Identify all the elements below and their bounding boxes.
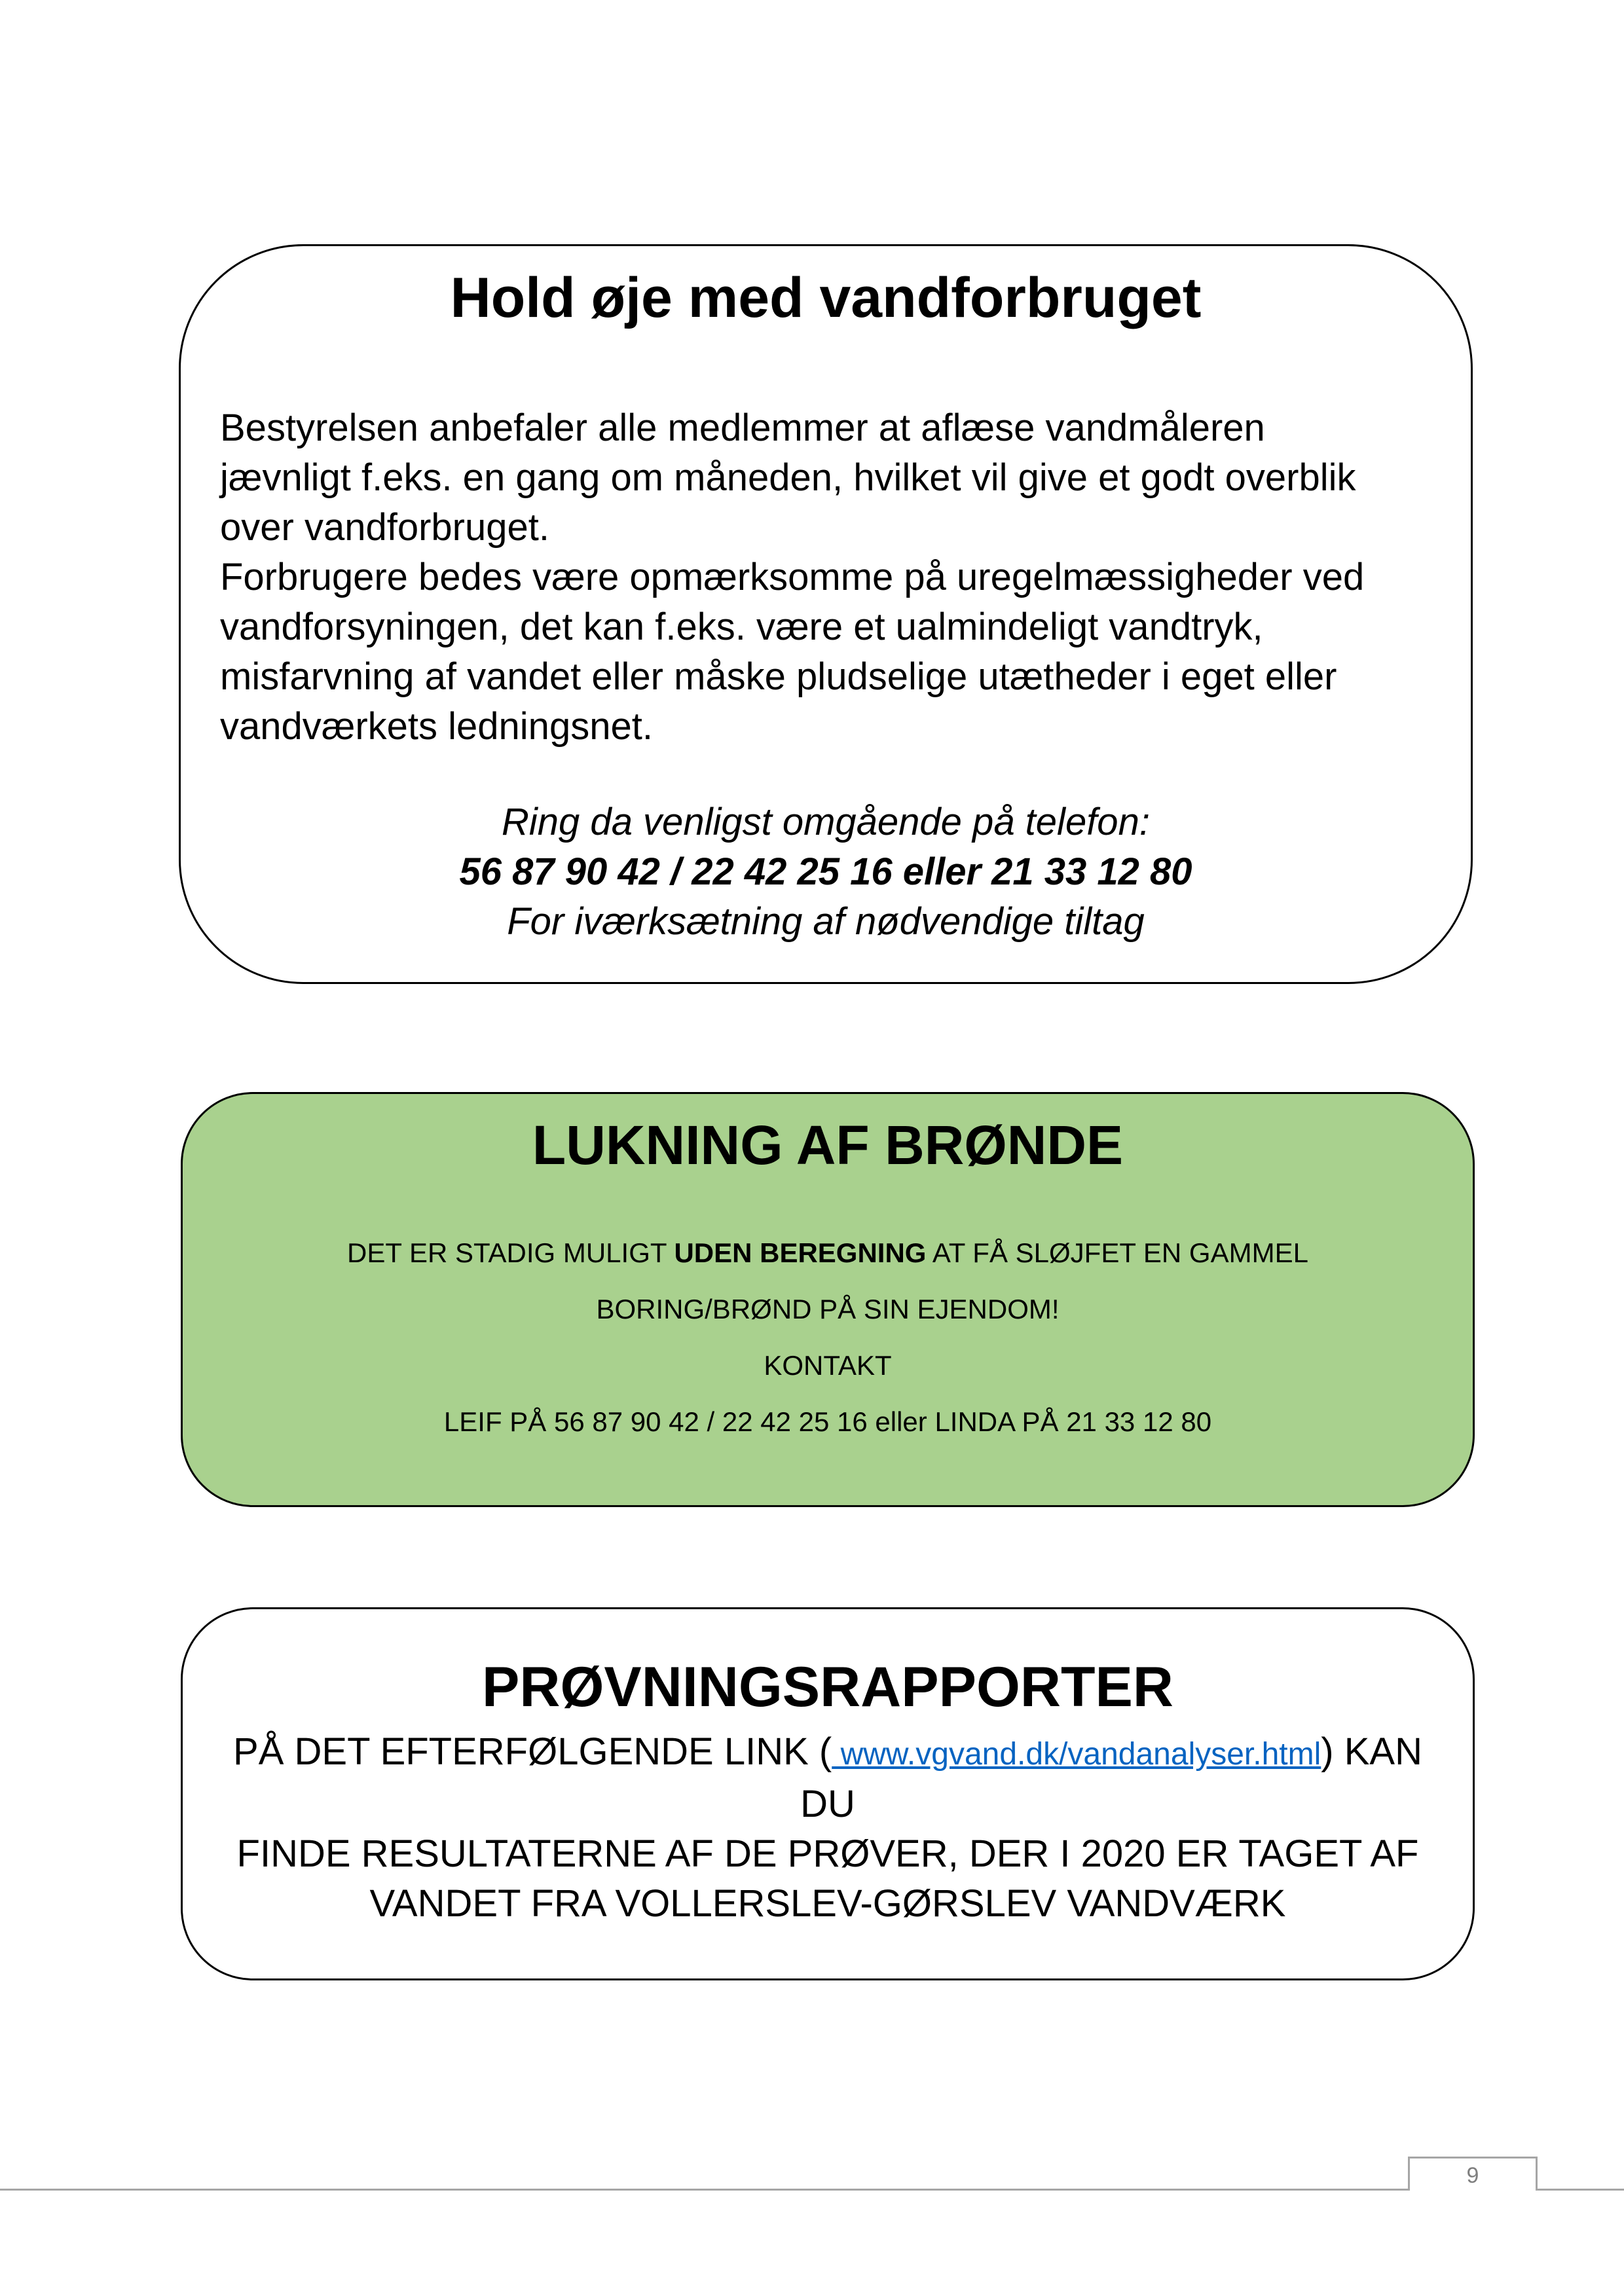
phone-numbers: 56 87 90 42 / 22 42 25 16 eller 21 33 12 80 — [459, 850, 1192, 893]
section-title: LUKNING AF BRØNDE — [532, 1114, 1124, 1176]
footer-divider — [0, 2189, 1624, 2191]
emphasis-text: UDEN BEREGNING — [674, 1237, 927, 1268]
text-line: jævnligt f.eks. en gang om måneden, hvilket vil give et godt overblik — [220, 456, 1356, 499]
text-line: over vandforbruget. — [220, 506, 549, 549]
text-line — [183, 1225, 1473, 1281]
text-line: Forbrugere bedes være opmærksomme på uregelmæssigheder ved — [220, 556, 1365, 598]
text-fragment: DET ER STADIG MULIGT — [347, 1237, 674, 1268]
text-fragment: ) KAN DU — [800, 1730, 1422, 1825]
text-line: VANDET FRA VOLLERSLEV-GØRSLEV VANDVÆRK — [369, 1882, 1286, 1925]
text-line: BORING/BRØND PÅ SIN EJENDOM! — [596, 1294, 1060, 1324]
info-box-test-reports — [181, 1607, 1475, 1980]
callout-outro: For iværksætning af nødvendige tiltag — [507, 900, 1145, 943]
contact-phones: LEIF PÅ 56 87 90 42 / 22 42 25 16 eller LINDA PÅ 21 33 12 80 — [443, 1406, 1212, 1437]
well-closure-text — [183, 1225, 1473, 1450]
body-text — [222, 1727, 1433, 1929]
section-title: PRØVNINGSRAPPORTER — [481, 1656, 1174, 1719]
info-box-water-usage — [179, 244, 1473, 984]
text-line — [222, 1727, 1433, 1829]
text-fragment: AT FÅ SLØJFET EN GAMMEL — [926, 1237, 1308, 1268]
info-box-well-closure — [181, 1092, 1475, 1507]
section-title: Hold øje med vandforbruget — [450, 266, 1202, 329]
page-number: 9 — [1408, 2157, 1538, 2191]
contact-label: KONTAKT — [764, 1350, 892, 1381]
text-line: vandværkets ledningsnet. — [220, 705, 653, 748]
text-line: misfarvning af vandet eller måske pludselige utætheder i eget eller — [220, 655, 1337, 698]
phone-callout — [181, 797, 1471, 947]
text-line: Bestyrelsen anbefaler alle medlemmer at aflæse vandmåleren — [220, 407, 1265, 449]
text-fragment: PÅ DET EFTERFØLGENDE LINK ( — [233, 1730, 832, 1773]
text-line: FINDE RESULTATERNE AF DE PRØVER, DER I 2020 ER TAGET AF — [236, 1832, 1419, 1875]
analysis-link[interactable]: www.vgvand.dk/vandanalyser.html — [832, 1737, 1321, 1772]
callout-intro: Ring da venligst omgående på telefon: — [502, 801, 1150, 843]
text-line: vandforsyningen, det kan f.eks. være et ualmindeligt vandtryk, — [220, 606, 1263, 648]
body-text — [220, 403, 1431, 752]
